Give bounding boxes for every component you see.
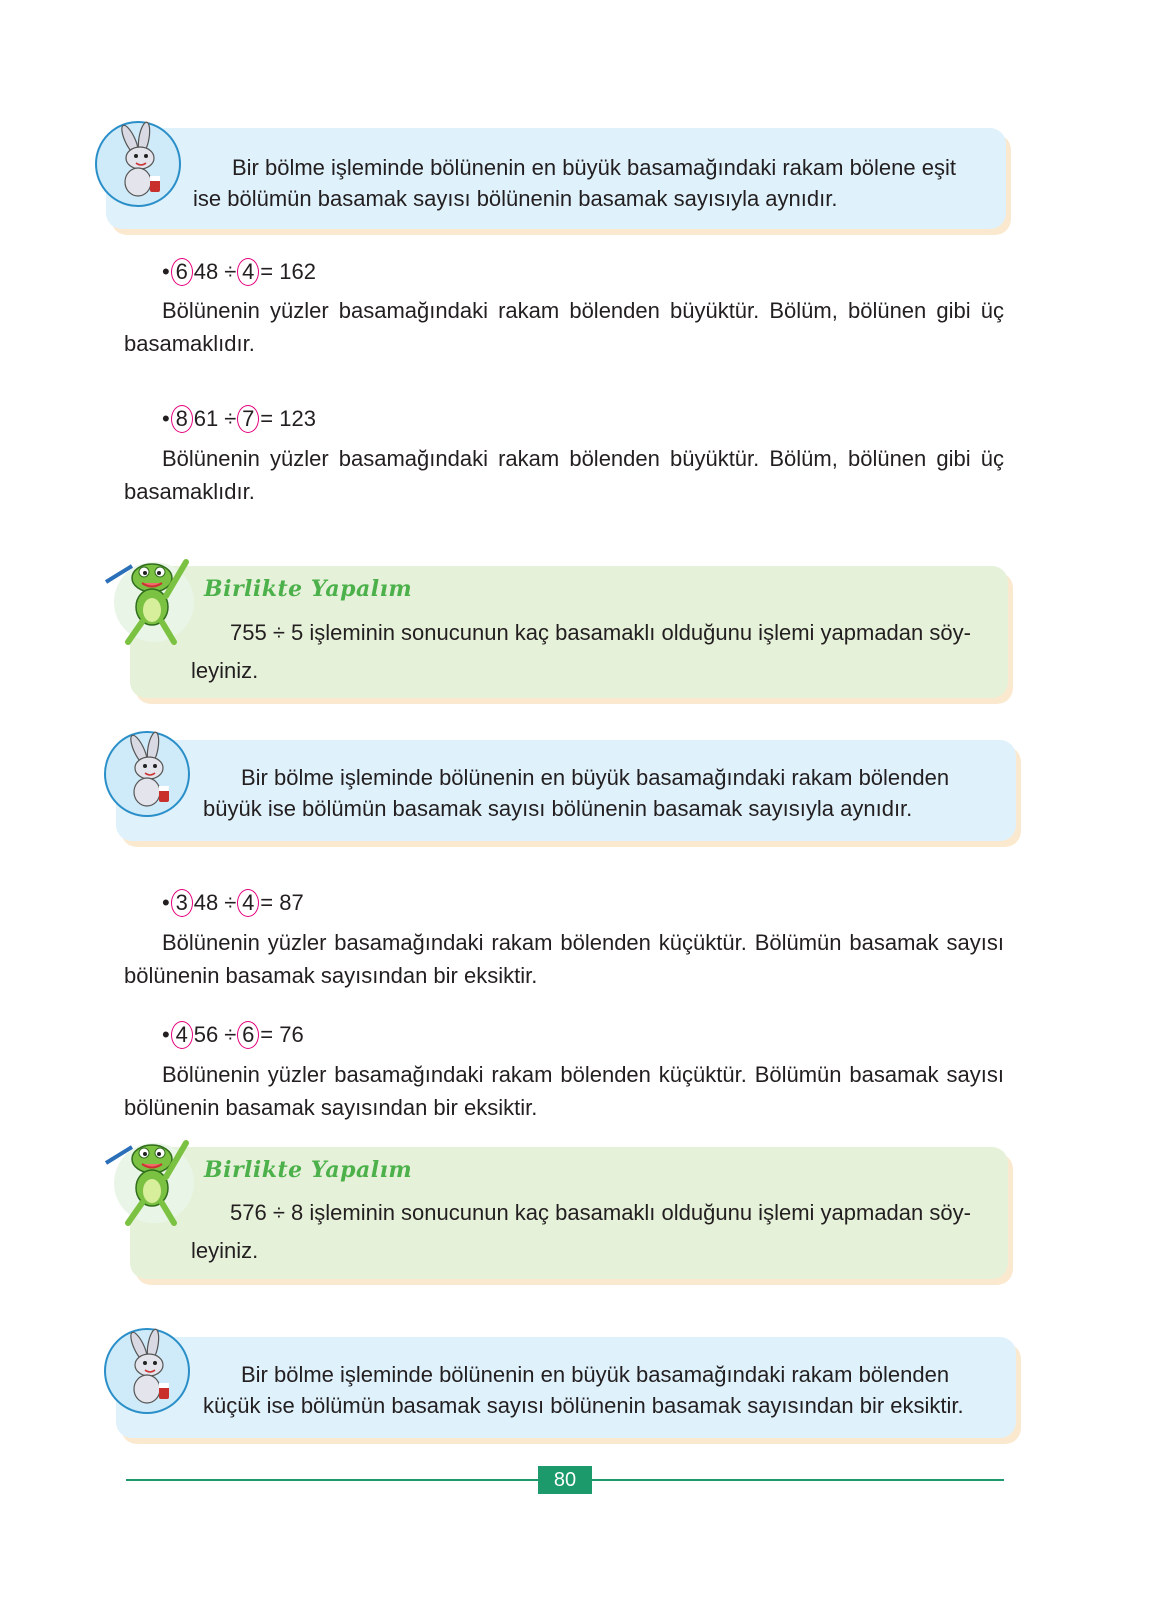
divide-sign: ÷ — [224, 406, 237, 431]
divide-sign: ÷ — [224, 259, 237, 284]
bullet: • — [162, 406, 170, 431]
activity-2-line1: 576 ÷ 8 işleminin sonucunun kaç basamaklı olduğunu işlemi yapmadan söy- — [230, 1200, 971, 1225]
circled-digit: 6 — [171, 258, 193, 286]
circled-divisor: 4 — [237, 258, 259, 286]
activity-1-line2: leyiniz. — [191, 658, 259, 683]
example-2-equation — [162, 405, 316, 433]
dividend-rest: 48 — [193, 259, 219, 284]
footer-rule-left — [126, 1479, 538, 1481]
rabbit-mascot-icon — [103, 1327, 191, 1415]
example-1-explanation: Bölünenin yüzler basamağındaki rakam bölenden büyüktür. Bölüm, bölünen gibi üç basamaklıdır. — [124, 298, 1004, 356]
frog-mascot-icon — [104, 1133, 200, 1229]
circled-divisor: 4 — [237, 889, 259, 917]
circled-divisor: 6 — [237, 1021, 259, 1049]
info-box-3-line1: Bir bölme işleminde bölünenin en büyük basamağındaki rakam bölenden — [241, 1362, 950, 1387]
circled-digit: 8 — [171, 405, 193, 433]
circled-digit: 4 — [171, 1021, 193, 1049]
bullet: • — [162, 1022, 170, 1047]
info-box-3-line2: küçük ise bölümün basamak sayısı bölünenin basamak sayısından bir eksiktir. — [203, 1393, 964, 1418]
result: = 76 — [260, 1022, 304, 1047]
bullet: • — [162, 259, 170, 284]
example-4-equation — [162, 1021, 304, 1049]
info-box-2-line1: Bir bölme işleminde bölünenin en büyük basamağındaki rakam bölenden — [241, 765, 950, 790]
footer-rule-right — [592, 1479, 1004, 1481]
activity-2-line2: leyiniz. — [191, 1238, 259, 1263]
divide-sign: ÷ — [224, 890, 237, 915]
info-box-2-line2: büyük ise bölümün basamak sayısı bölünenin basamak sayısıyla aynıdır. — [203, 796, 913, 821]
circled-digit: 3 — [171, 889, 193, 917]
example-2-explanation: Bölünenin yüzler basamağındaki rakam bölenden büyüktür. Bölüm, bölünen gibi üç basamaklıdır. — [124, 446, 1004, 504]
example-4-explanation: Bölünenin yüzler basamağındaki rakam bölenden küçüktür. Bölümün basamak sayısı bölünenin basamak sayısından bir eksiktir. — [124, 1062, 1004, 1120]
rabbit-mascot-icon — [94, 120, 182, 208]
result: = 87 — [260, 890, 304, 915]
dividend-rest: 61 — [193, 406, 219, 431]
activity-1-line1: 755 ÷ 5 işleminin sonucunun kaç basamaklı olduğunu işlemi yapmadan söy- — [230, 620, 971, 645]
dividend-rest: 56 — [193, 1022, 219, 1047]
dividend-rest: 48 — [193, 890, 219, 915]
page-number: 80 — [538, 1466, 592, 1494]
bullet: • — [162, 890, 170, 915]
result: = 162 — [260, 259, 316, 284]
info-box-1-line2: ise bölümün basamak sayısı bölünenin basamak sayısıyla aynıdır. — [193, 186, 838, 211]
activity-1-title: Birlikte Yapalım — [204, 576, 413, 602]
info-box-1-line1: Bir bölme işleminde bölünenin en büyük basamağındaki rakam bölene eşit — [232, 155, 956, 180]
example-3-explanation: Bölünenin yüzler basamağındaki rakam bölenden küçüktür. Bölümün basamak sayısı bölünenin basamak sayısından bir eksiktir. — [124, 930, 1004, 988]
example-3-equation — [162, 889, 304, 917]
rabbit-mascot-icon — [103, 730, 191, 818]
result: = 123 — [260, 406, 316, 431]
example-1-equation — [162, 258, 316, 286]
activity-2-title: Birlikte Yapalım — [204, 1157, 413, 1183]
circled-divisor: 7 — [237, 405, 259, 433]
divide-sign: ÷ — [224, 1022, 237, 1047]
frog-mascot-icon — [104, 552, 200, 648]
